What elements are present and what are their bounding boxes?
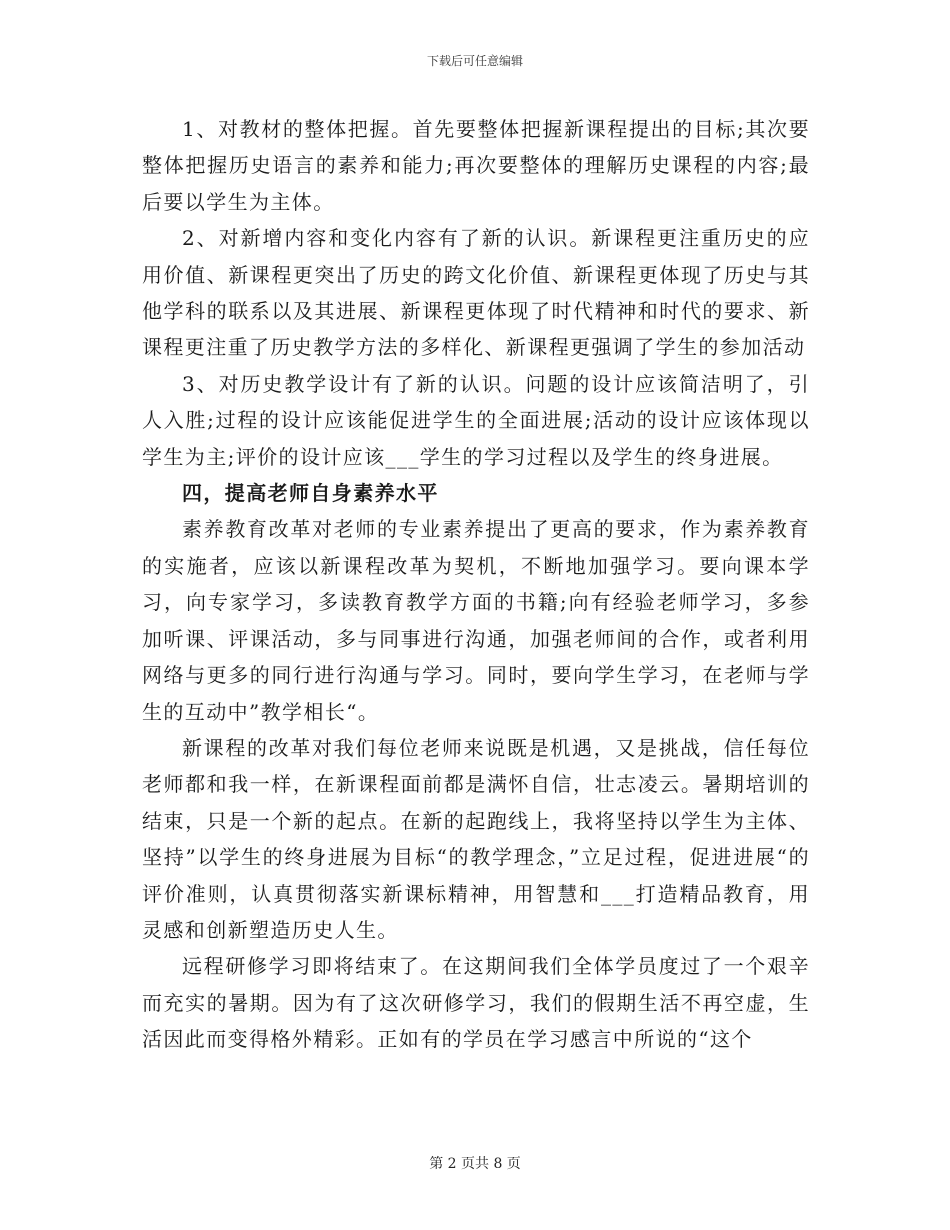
section-heading-4: 四，提高老师自身素养水平 bbox=[182, 481, 439, 506]
paragraph-3: 3、对历史教学设计有了新的认识。问题的设计应该简洁明了，引人入胜;过程的设计应该能促进学生的全面进展;活动的设计应该体现以学生为主;评价的设计应该___学生的学习过程以及学生的终身进展。 bbox=[142, 371, 810, 469]
page-number-footer: 第 2 页共 8 页 bbox=[429, 1156, 521, 1172]
page-header-note: 下载后可任意编辑 bbox=[426, 54, 523, 68]
paragraph-1: 1、对教材的整体把握。首先要整体把握新课程提出的目标;其次要整体把握历史语言的素养和能力;再次要整体的理解历史课程的内容;最后要以学生为主体。 bbox=[142, 117, 810, 214]
paragraph-5: 新课程的改革对我们每位老师来说既是机遇，又是挑战，信任每位老师都和我一样，在新课程面前都是满怀自信，壮志凌云。暑期培训的结束，只是一个新的起点。在新的起跑线上，我将坚持以学生为主体、坚持”以学生的终身进展为目标“的教学理念，”立足过程，促进进展“的评价准则，认真贯彻落实新课标精神，用智慧和___打造精品教育，用灵感和创新塑造历史人生。 bbox=[142, 735, 810, 942]
paragraph-4: 素养教育改革对老师的专业素养提出了更高的要求，作为素养教育的实施者，应该以新课程改革为契机，不断地加强学习。要向课本学习，向专家学习，多读教育教学方面的书籍;向有经验老师学习，多参加听课、评课活动，多与同事进行沟通，加强老师间的合作，或者利用网络与更多的同行进行沟通与学习。同时，要向学生学习，在老师与学生的互动中”教学相长“。 bbox=[142, 517, 810, 724]
paragraph-2: 2、对新增内容和变化内容有了新的认识。新课程更注重历史的应用价值、新课程更突出了历史的跨文化价值、新课程更体现了历史与其他学科的联系以及其进展、新课程更体现了时代精神和时代的要求、新课程更注重了历史教学方法的多样化、新课程更强调了学生的参加活动 bbox=[142, 226, 810, 360]
document-body bbox=[142, 111, 810, 1058]
paragraph-6: 远程研修学习即将结束了。在这期间我们全体学员度过了一个艰辛而充实的暑期。因为有了这次研修学习，我们的假期生活不再空虚，生活因此而变得格外精彩。正如有的学员在学习感言中所说的“这个 bbox=[142, 954, 810, 1052]
